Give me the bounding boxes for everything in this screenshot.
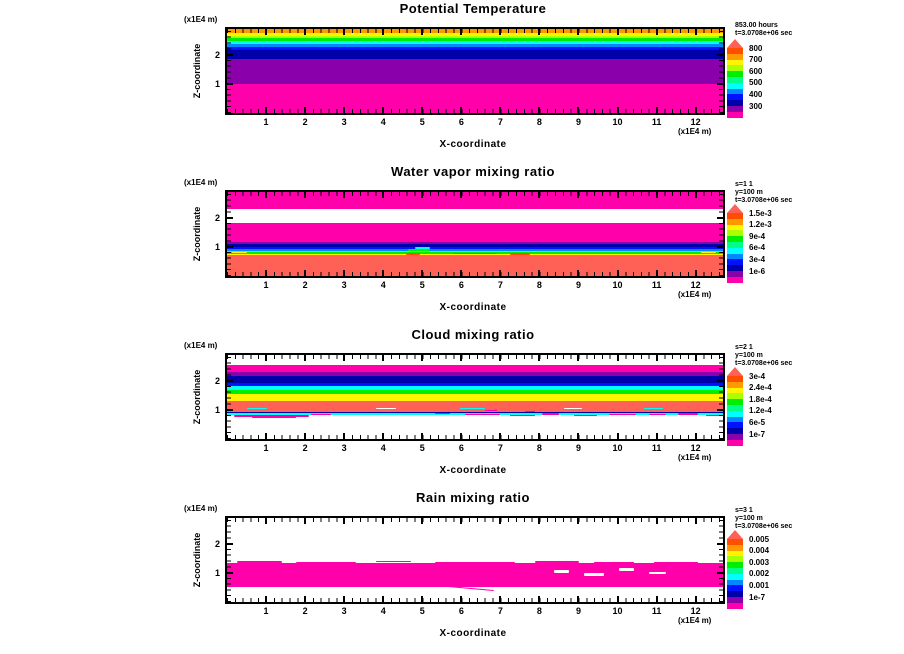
x-major-tick (656, 518, 658, 524)
x-major-tick (421, 433, 423, 439)
contour-feature-magenta-2 (376, 561, 411, 562)
x-major-tick (538, 596, 540, 602)
x-major-tick (265, 270, 267, 276)
x-tick-label-2: 2 (302, 280, 308, 290)
colorbar-label-3: 500 (749, 78, 763, 88)
y-minor-ticks-left (227, 29, 231, 113)
x-major-tick (421, 107, 423, 113)
x-major-tick (656, 433, 658, 439)
x-tick-label-11: 11 (651, 280, 662, 290)
x-major-tick (695, 355, 697, 361)
contour-band-white (227, 518, 723, 563)
x-major-tick (382, 596, 384, 602)
x-major-tick (343, 270, 345, 276)
legend-line-2: t=3.0708e+06 sec (735, 360, 793, 367)
x-tick-label-5: 5 (419, 117, 425, 127)
x-major-tick (499, 518, 501, 524)
contour-band-navy (227, 376, 723, 383)
y-major-tick (717, 380, 723, 382)
x-axis-label: X-coordinate (439, 465, 507, 476)
y-minor-ticks-right (719, 518, 723, 602)
x-major-tick (617, 433, 619, 439)
x-major-tick (499, 107, 501, 113)
y-tick-label-2: 2 (214, 213, 220, 224)
x-major-tick (304, 596, 306, 602)
x-major-tick (304, 192, 306, 198)
x-tick-label-7: 7 (497, 443, 503, 453)
colorbar-label-5: 1e-7 (749, 429, 766, 439)
x-major-tick (577, 596, 579, 602)
y-major-tick (227, 54, 233, 56)
contour-feature-cyan-18 (644, 408, 664, 409)
x-major-tick (577, 270, 579, 276)
y-major-tick (227, 246, 233, 248)
y-major-tick (227, 409, 233, 411)
x-tick-label-7: 7 (497, 606, 503, 616)
legend-line-1: y=100 m (735, 515, 763, 522)
contour-feature-cyan-16 (460, 408, 485, 409)
x-major-tick (538, 29, 540, 35)
x-tick-label-3: 3 (341, 443, 347, 453)
contour-feature-magenta-4 (535, 561, 580, 562)
x-major-tick (382, 355, 384, 361)
x-axis-label: X-coordinate (439, 302, 507, 313)
x-tick-label-11: 11 (651, 117, 662, 127)
x-major-tick (265, 29, 267, 35)
y-tick-label-1: 1 (214, 242, 220, 253)
x-major-tick (617, 192, 619, 198)
y-minor-ticks-left (227, 355, 231, 439)
x-major-tick (617, 107, 619, 113)
x-major-tick (304, 107, 306, 113)
x-major-tick (538, 107, 540, 113)
x-minor-ticks-bottom (227, 272, 723, 276)
x-tick-label-9: 9 (575, 606, 581, 616)
x-major-tick (656, 192, 658, 198)
x-axis-unit-label: (x1E4 m) (678, 616, 712, 625)
colorbar-label-3: 6e-4 (749, 243, 766, 253)
x-major-tick (617, 518, 619, 524)
colorbar-label-1: 1.2e-3 (749, 220, 772, 230)
contour-band-purple (227, 59, 723, 85)
legend-line-2: t=3.0708e+06 sec (735, 523, 793, 530)
x-tick-label-10: 10 (612, 280, 623, 290)
panel-title: Rain mixing ratio (416, 490, 530, 505)
y-axis-unit-label: (x1E4 m) (184, 15, 218, 24)
panel-3 (0, 326, 904, 489)
colorbar-label-1: 0.004 (749, 546, 770, 556)
legend-line-1: y=100 m (735, 352, 763, 359)
contour-band-navy (227, 50, 723, 59)
x-major-tick (617, 270, 619, 276)
x-minor-ticks-bottom (227, 435, 723, 439)
x-major-tick (304, 355, 306, 361)
colorbar-label-4: 6e-5 (749, 417, 766, 427)
y-tick-label-1: 1 (214, 79, 220, 90)
colorbar-overflow-triangle (727, 39, 743, 48)
x-tick-label-11: 11 (651, 443, 662, 453)
colorbar-label-4: 3e-4 (749, 254, 766, 264)
y-minor-ticks-left (227, 518, 231, 602)
y-axis-unit-label: (x1E4 m) (184, 341, 218, 350)
x-major-tick (695, 596, 697, 602)
contour-feature-white-7 (554, 570, 569, 573)
x-major-tick (343, 596, 345, 602)
x-minor-ticks-bottom (227, 598, 723, 602)
x-major-tick (343, 433, 345, 439)
colorbar-label-3: 1.2e-4 (749, 406, 772, 416)
y-axis-label: Z-coordinate (192, 369, 202, 425)
x-tick-label-10: 10 (612, 606, 623, 616)
y-major-tick (227, 83, 233, 85)
x-tick-label-8: 8 (536, 443, 542, 453)
x-major-tick (577, 518, 579, 524)
x-tick-label-10: 10 (612, 117, 623, 127)
colorbar-label-4: 400 (749, 89, 763, 99)
y-axis-label: Z-coordinate (192, 532, 202, 588)
legend-line-0: s=1 1 (735, 181, 753, 188)
x-major-tick (265, 596, 267, 602)
y-major-tick (717, 572, 723, 574)
x-tick-label-2: 2 (302, 117, 308, 127)
contour-feature-white-9 (619, 568, 634, 570)
y-major-tick (717, 217, 723, 219)
y-major-tick (717, 409, 723, 411)
x-major-tick (343, 107, 345, 113)
x-tick-label-12: 12 (690, 606, 701, 616)
x-major-tick (304, 270, 306, 276)
colorbar-label-0: 1.5e-3 (749, 208, 772, 218)
x-major-tick (499, 270, 501, 276)
x-tick-label-12: 12 (690, 280, 701, 290)
x-major-tick (265, 518, 267, 524)
y-minor-ticks-right (719, 29, 723, 113)
x-tick-label-1: 1 (263, 606, 269, 616)
x-minor-ticks-top (227, 29, 723, 33)
contour-feature-magenta-0 (237, 561, 282, 562)
legend-line-1: y=100 m (735, 189, 763, 196)
contour-band-magenta (227, 223, 723, 241)
colorbar-label-5: 1e-6 (749, 266, 766, 276)
x-tick-label-9: 9 (575, 117, 581, 127)
x-major-tick (656, 355, 658, 361)
contour-feature-magenta-11 (706, 415, 720, 416)
colorbar-overflow-triangle (727, 367, 743, 376)
x-major-tick (304, 29, 306, 35)
x-major-tick (656, 270, 658, 276)
y-major-tick (717, 54, 723, 56)
x-major-tick (695, 518, 697, 524)
x-minor-ticks-bottom (227, 109, 723, 113)
y-major-tick (227, 217, 233, 219)
contour-feature-magenta-1 (252, 417, 297, 418)
y-tick-label-2: 2 (214, 50, 220, 61)
x-major-tick (460, 596, 462, 602)
colorbar-band-magenta (727, 440, 743, 446)
x-major-tick (382, 518, 384, 524)
colorbar-label-5: 1e-7 (749, 592, 766, 602)
x-tick-label-9: 9 (575, 443, 581, 453)
x-tick-label-1: 1 (263, 117, 269, 127)
x-major-tick (460, 433, 462, 439)
y-axis-label: Z-coordinate (192, 206, 202, 262)
x-major-tick (695, 107, 697, 113)
legend-line-1: t=3.0708e+06 sec (735, 30, 793, 37)
y-major-tick (717, 543, 723, 545)
x-major-tick (343, 192, 345, 198)
x-tick-label-10: 10 (612, 443, 623, 453)
colorbar-label-2: 600 (749, 66, 763, 76)
x-major-tick (382, 29, 384, 35)
legend-line-0: s=2 1 (735, 344, 753, 351)
x-major-tick (265, 355, 267, 361)
colorbar-label-0: 3e-4 (749, 371, 766, 381)
colorbar-band-magenta (727, 112, 743, 118)
x-major-tick (304, 433, 306, 439)
plot-area (225, 353, 725, 441)
contour-feature-magenta-1 (296, 562, 356, 563)
x-major-tick (265, 433, 267, 439)
y-axis-label: Z-coordinate (192, 43, 202, 99)
x-tick-label-1: 1 (263, 280, 269, 290)
x-tick-label-12: 12 (690, 443, 701, 453)
panel-4 (0, 489, 904, 652)
x-tick-label-2: 2 (302, 443, 308, 453)
x-major-tick (538, 192, 540, 198)
contour-bands (227, 29, 723, 113)
contour-feature-green-3 (408, 249, 430, 251)
x-tick-label-3: 3 (341, 117, 347, 127)
x-major-tick (421, 596, 423, 602)
colorbar-overflow-triangle (727, 204, 743, 213)
x-tick-label-8: 8 (536, 117, 542, 127)
contour-band-magenta (227, 365, 723, 373)
contour-feature-cyan-14 (247, 408, 267, 409)
y-tick-label-1: 1 (214, 405, 220, 416)
plot-area (225, 190, 725, 278)
x-tick-label-3: 3 (341, 280, 347, 290)
x-major-tick (499, 29, 501, 35)
panel-title: Potential Temperature (399, 1, 547, 16)
legend-line-0: 853.00 hours (735, 22, 778, 29)
contour-feature-white-17 (564, 408, 581, 409)
x-major-tick (695, 29, 697, 35)
x-major-tick (265, 107, 267, 113)
x-major-tick (460, 355, 462, 361)
y-major-tick (717, 83, 723, 85)
x-major-tick (421, 29, 423, 35)
x-tick-label-5: 5 (419, 280, 425, 290)
contour-band-yellow (227, 394, 723, 401)
x-tick-label-4: 4 (380, 280, 386, 290)
y-minor-ticks-right (719, 355, 723, 439)
contour-feature-magenta-3 (435, 413, 450, 414)
x-major-tick (577, 29, 579, 35)
x-tick-label-8: 8 (536, 280, 542, 290)
y-minor-ticks-left (227, 192, 231, 276)
contour-band-magenta (227, 563, 723, 587)
x-axis-unit-label: (x1E4 m) (678, 290, 712, 299)
contour-feature-magenta-8 (609, 414, 636, 415)
x-major-tick (656, 107, 658, 113)
x-major-tick (538, 355, 540, 361)
x-major-tick (460, 107, 462, 113)
x-tick-label-4: 4 (380, 443, 386, 453)
x-major-tick (343, 518, 345, 524)
x-tick-label-11: 11 (651, 606, 662, 616)
panel-title: Water vapor mixing ratio (391, 164, 555, 179)
x-axis-unit-label: (x1E4 m) (678, 453, 712, 462)
colorbar-label-3: 0.002 (749, 569, 770, 579)
contour-feature-magenta-5 (510, 415, 535, 416)
contour-feature-orangered-0 (406, 253, 421, 254)
x-tick-label-7: 7 (497, 280, 503, 290)
x-major-tick (382, 270, 384, 276)
y-major-tick (227, 543, 233, 545)
y-minor-ticks-right (719, 192, 723, 276)
y-major-tick (717, 246, 723, 248)
y-tick-label-1: 1 (214, 568, 220, 579)
x-axis-label: X-coordinate (439, 139, 507, 150)
colorbar-label-0: 0.005 (749, 534, 770, 544)
x-major-tick (538, 433, 540, 439)
x-major-tick (695, 270, 697, 276)
x-tick-label-6: 6 (458, 117, 464, 127)
x-tick-label-5: 5 (419, 606, 425, 616)
y-axis-unit-label: (x1E4 m) (184, 178, 218, 187)
contour-feature-white-8 (584, 573, 604, 576)
x-major-tick (695, 192, 697, 198)
panel-2 (0, 163, 904, 326)
x-major-tick (460, 270, 462, 276)
x-tick-label-6: 6 (458, 606, 464, 616)
x-major-tick (460, 518, 462, 524)
x-major-tick (421, 518, 423, 524)
contour-bands (227, 355, 723, 439)
colorbar-label-5: 300 (749, 101, 763, 111)
colorbar-band-magenta (727, 277, 743, 283)
x-tick-label-7: 7 (497, 117, 503, 127)
x-major-tick (343, 29, 345, 35)
x-minor-ticks-top (227, 192, 723, 196)
x-major-tick (421, 270, 423, 276)
x-major-tick (617, 355, 619, 361)
contour-feature-white-10 (649, 572, 666, 574)
contour-feature-magenta-10 (678, 413, 698, 414)
x-major-tick (695, 433, 697, 439)
legend-line-2: t=3.0708e+06 sec (735, 197, 793, 204)
contour-feature-magenta-13 (525, 411, 535, 412)
contour-bands (227, 192, 723, 276)
x-axis-label: X-coordinate (439, 628, 507, 639)
x-tick-label-2: 2 (302, 606, 308, 616)
x-tick-label-9: 9 (575, 280, 581, 290)
x-major-tick (499, 192, 501, 198)
x-major-tick (343, 355, 345, 361)
x-minor-ticks-top (227, 355, 723, 359)
colorbar-label-1: 2.4e-4 (749, 383, 772, 393)
x-major-tick (421, 192, 423, 198)
colorbar-label-2: 9e-4 (749, 231, 766, 241)
colorbar-band-magenta (727, 603, 743, 609)
x-major-tick (499, 433, 501, 439)
x-major-tick (499, 596, 501, 602)
contour-feature-cyan-4 (415, 247, 430, 248)
colorbar-label-4: 0.001 (749, 580, 770, 590)
x-major-tick (460, 29, 462, 35)
contour-feature-magenta-6 (542, 413, 559, 414)
x-major-tick (460, 192, 462, 198)
y-axis-unit-label: (x1E4 m) (184, 504, 218, 513)
x-tick-label-6: 6 (458, 280, 464, 290)
colorbar-label-0: 800 (749, 43, 763, 53)
plot-area (225, 27, 725, 115)
x-major-tick (577, 433, 579, 439)
y-major-tick (227, 572, 233, 574)
y-major-tick (227, 380, 233, 382)
x-major-tick (382, 192, 384, 198)
x-tick-label-3: 3 (341, 606, 347, 616)
panel-1 (0, 0, 904, 163)
colorbar-label-2: 1.8e-4 (749, 394, 772, 404)
colorbar-label-1: 700 (749, 55, 763, 65)
x-major-tick (617, 29, 619, 35)
x-tick-label-6: 6 (458, 443, 464, 453)
x-major-tick (421, 355, 423, 361)
x-major-tick (538, 518, 540, 524)
x-major-tick (382, 433, 384, 439)
contour-band-salmon (227, 401, 723, 412)
x-major-tick (382, 107, 384, 113)
x-tick-label-1: 1 (263, 443, 269, 453)
x-major-tick (656, 29, 658, 35)
x-major-tick (499, 355, 501, 361)
x-tick-label-8: 8 (536, 606, 542, 616)
x-major-tick (538, 270, 540, 276)
panel-title: Cloud mixing ratio (411, 327, 535, 342)
x-minor-ticks-top (227, 518, 723, 522)
y-tick-label-2: 2 (214, 376, 220, 387)
x-major-tick (577, 355, 579, 361)
x-major-tick (577, 107, 579, 113)
x-major-tick (617, 596, 619, 602)
plot-area (225, 516, 725, 604)
x-tick-label-5: 5 (419, 443, 425, 453)
contour-feature-orangered-2 (510, 253, 530, 254)
contour-band-white (227, 209, 723, 223)
colorbar-label-2: 0.003 (749, 557, 770, 567)
contour-feature-magenta-3 (435, 562, 514, 564)
contour-feature-magenta-6 (654, 562, 699, 563)
x-major-tick (304, 518, 306, 524)
colorbar-overflow-triangle (727, 530, 743, 539)
y-tick-label-2: 2 (214, 539, 220, 550)
x-major-tick (656, 596, 658, 602)
x-tick-label-12: 12 (690, 117, 701, 127)
x-axis-unit-label: (x1E4 m) (678, 127, 712, 136)
x-major-tick (577, 192, 579, 198)
x-major-tick (265, 192, 267, 198)
contour-feature-white-15 (376, 408, 396, 409)
legend-line-0: s=3 1 (735, 507, 753, 514)
x-tick-label-4: 4 (380, 117, 386, 127)
x-tick-label-4: 4 (380, 606, 386, 616)
